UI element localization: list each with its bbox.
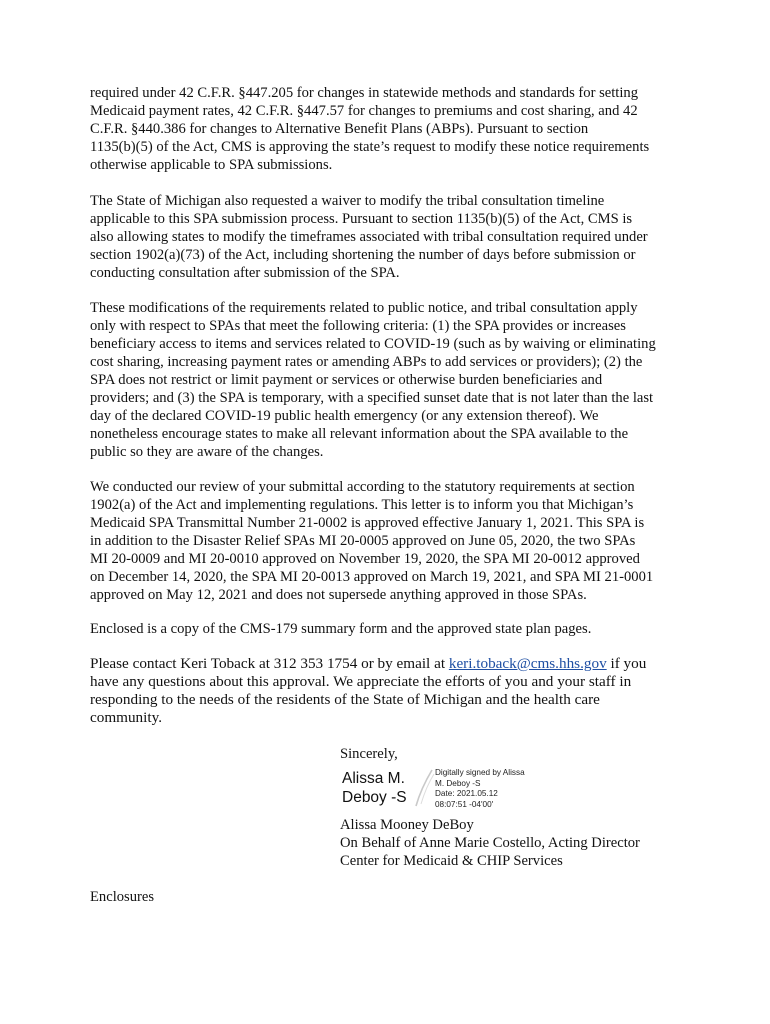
paragraph-line: approved on May 12, 2021 and does not supersede anything approved in those SPAs. <box>90 587 587 603</box>
paragraph-line: also allowing states to modify the timeframes associated with tribal consultation required under <box>90 229 648 245</box>
paragraph-line: section 1902(a)(73) of the Act, including shortening the number of days before submission or <box>90 247 636 263</box>
contact-line <box>90 655 690 673</box>
signature-name-line: Deboy -S <box>342 789 407 806</box>
paragraph-line: Medicaid SPA Transmittal Number 21-0002 is approved effective January 1, 2021. This SPA is <box>90 515 645 531</box>
digital-signature-details <box>435 768 525 810</box>
paragraph-line: in addition to the Disaster Relief SPAs MI 20-0005 approved on June 05, 2020, the two SPAs <box>90 533 636 549</box>
digital-signature-line: 08:07:51 -04'00' <box>435 799 494 809</box>
paragraph-line: Enclosed is a copy of the CMS-179 summary form and the approved state plan pages. <box>90 621 592 637</box>
paragraph-line: We conducted our review of your submittal according to the statutory requirements at section <box>90 479 635 495</box>
paragraph-line: providers; and (3) the SPA is temporary, with a specified sunset date that is not later than the last <box>90 390 654 406</box>
contact-text: if you <box>606 655 647 672</box>
signature-name-line: Alissa M. <box>342 770 405 787</box>
signer-organization: Center for Medicaid & CHIP Services <box>340 853 563 869</box>
paragraph-contact <box>90 655 690 727</box>
paragraph-review-approval <box>90 478 690 604</box>
paragraph-line: on December 14, 2020, the SPA MI 20-0013 approved on March 19, 2021, and SPA MI 21-0001 <box>90 569 654 585</box>
paragraph-line: 1902(a) of the Act and implementing regulations. This letter is to inform you that Michigan’s <box>90 497 634 513</box>
digital-signature-line: Digitally signed by Alissa <box>435 768 525 777</box>
paragraph-tribal-consultation <box>90 192 690 282</box>
paragraph-line: The State of Michigan also requested a waiver to modify the tribal consultation timeline <box>90 193 605 209</box>
contact-line: have any questions about this approval. We appreciate the efforts of you and your staff in <box>90 673 632 690</box>
paragraph-line: day of the declared COVID-19 public health emergency (or any extension thereof). We <box>90 408 599 424</box>
digital-signature-line: M. Deboy -S <box>435 778 481 788</box>
paragraph-line: 1135(b)(5) of the Act, CMS is approving the state’s request to modify these notice requirements <box>90 139 650 155</box>
digital-signature-line: Date: 2021.05.12 <box>435 789 498 798</box>
signer-title: On Behalf of Anne Marie Costello, Acting Director <box>340 835 640 851</box>
paragraph-line: cost sharing, increasing payment rates or amending ABPs to add services or providers); (2) the <box>90 354 643 370</box>
contact-text: Please contact Keri Toback at 312 353 1754 or by email at <box>90 655 449 672</box>
paragraph-line: Medicaid payment rates, 42 C.F.R. §447.57 for changes to premiums and cost sharing, and 42 <box>90 103 638 119</box>
paragraph-line: MI 20-0009 and MI 20-0010 approved on November 19, 2020, the SPA MI 20-0012 approved <box>90 551 640 567</box>
paragraph-notice-requirements <box>90 84 690 174</box>
signer-name: Alissa Mooney DeBoy <box>340 817 474 833</box>
paragraph-line: public so they are aware of the changes. <box>90 444 324 460</box>
contact-line: responding to the needs of the residents of the State of Michigan and the health care <box>90 691 600 708</box>
paragraph-line: beneficiary access to items and services related to COVID-19 (such as by waiving or eliminating <box>90 336 656 352</box>
salutation: Sincerely, <box>340 746 398 762</box>
paragraph-line: These modifications of the requirements related to public notice, and tribal consultation apply <box>90 300 638 316</box>
signature-stroke-icon <box>412 768 436 808</box>
paragraph-line: only with respect to SPAs that meet the following criteria: (1) the SPA provides or increases <box>90 318 626 334</box>
contact-email-link[interactable]: keri.toback@cms.hhs.gov <box>448 655 607 672</box>
paragraph-line: conducting consultation after submission of the SPA. <box>90 265 400 281</box>
paragraph-line: nonetheless encourage states to make all relevant information about the SPA available to the <box>90 426 629 442</box>
signature-name <box>342 769 407 807</box>
paragraph-line: SPA does not restrict or limit payment or services or otherwise burden beneficiaries and <box>90 372 603 388</box>
paragraph-line: otherwise applicable to SPA submissions. <box>90 157 333 173</box>
paragraph-enclosed <box>90 620 690 638</box>
contact-line: community. <box>90 709 162 726</box>
enclosures-label: Enclosures <box>90 889 155 905</box>
paragraph-line: applicable to this SPA submission process. Pursuant to section 1135(b)(5) of the Act, CMS is <box>90 211 633 227</box>
paragraph-line: C.F.R. §440.386 for changes to Alternative Benefit Plans (ABPs). Pursuant to section <box>90 121 589 137</box>
paragraph-criteria <box>90 299 690 461</box>
paragraph-line: required under 42 C.F.R. §447.205 for changes in statewide methods and standards for setting <box>90 85 639 101</box>
